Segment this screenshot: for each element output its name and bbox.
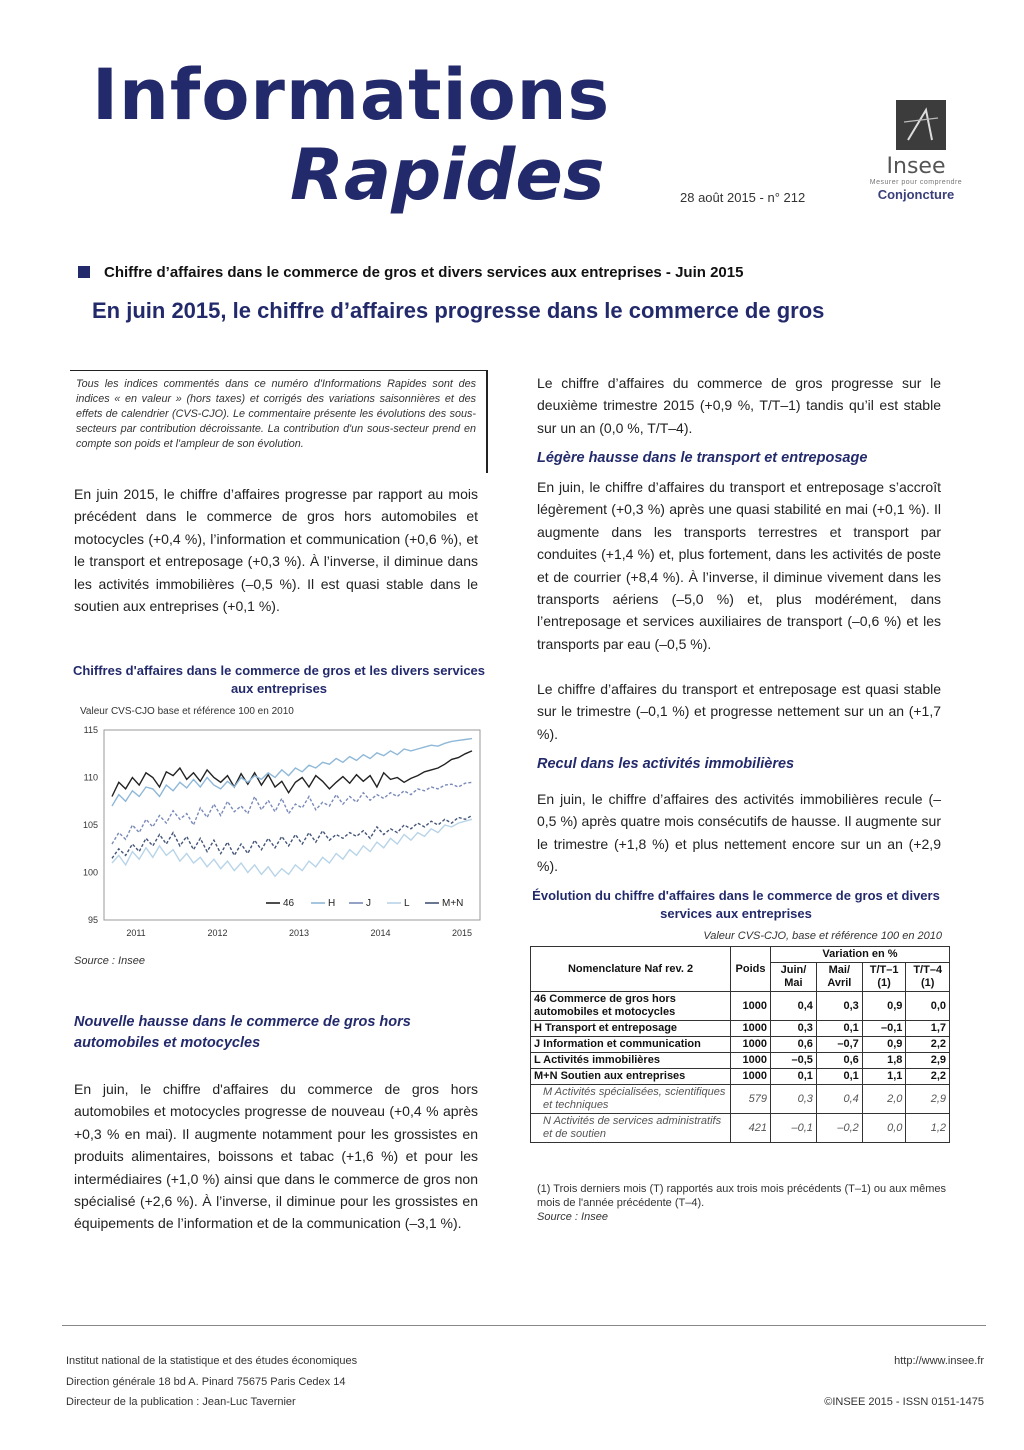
row-value: 0,6 [771, 1037, 817, 1053]
section-title-real-estate: Recul dans les activités immobilières [537, 756, 795, 772]
row-value: –0,7 [816, 1037, 862, 1053]
footer-director: Directeur de la publication : Jean-Luc Tavernier [66, 1396, 296, 1408]
col-header: Juin/ Mai [771, 963, 817, 992]
insee-logo [866, 100, 966, 220]
row-value: 0,9 [862, 992, 906, 1021]
row-label: M+N Soutien aux entreprises [531, 1069, 731, 1085]
x-tick-label: 2012 [207, 928, 228, 938]
row-value: 0,1 [771, 1069, 817, 1085]
row-poids: 579 [731, 1085, 771, 1114]
row-poids: 1000 [731, 1021, 771, 1037]
methodology-note: Tous les indices commentés dans ce numéro d'Informations Rapides sont des indices « en valeur » (hors taxes) et corrigés des variations saisonnières et des effets de calendrier (CVS-CJO). Le commentaire présente les évolutions des sous-secteurs par contribution décroissante. La contribution d'un sous-secteur prend en compte son poids et l'ampleur de son évolution. [70, 370, 488, 473]
turnover-table [530, 946, 950, 1143]
table-row [531, 1114, 950, 1143]
section-title-wholesale: Nouvelle hausse dans le commerce de gros hors automobiles et motocycles [74, 1014, 411, 1051]
logo-name: Insee [886, 154, 946, 179]
table-row [531, 1069, 950, 1085]
legend-label: H [328, 898, 336, 909]
row-poids: 1000 [731, 992, 771, 1021]
logo-tagline: Mesurer pour comprendre [869, 179, 963, 186]
footer-org: Institut national de la statistique et des études économiques [66, 1355, 358, 1367]
footer-address: Direction générale 18 bd A. Pinard 75675 Paris Cedex 14 [66, 1376, 346, 1388]
row-value: –0,2 [816, 1114, 862, 1143]
quarterly-paragraph: Le chiffre d’affaires du commerce de gros progresse sur le deuxième trimestre 2015 (+0,9 %, T/T–1) tandis qu’il est stable sur un an (0,0 %, T/T–4). [537, 375, 941, 436]
col-header: T/T–4 (1) [906, 963, 950, 992]
legend-label: 46 [283, 898, 295, 909]
legend-label: L [404, 898, 410, 909]
real-estate-paragraph: En juin, le chiffre d’affaires des activités immobilières recule (–0,5 %) après quatre mois consécutifs de hausse. Il augmente sur le trimestre (+1,8 %) et plus nettement encore sur un an (+2,9 %). [537, 791, 941, 875]
table-row [531, 1037, 950, 1053]
x-tick-label: 2015 [451, 928, 473, 938]
row-poids: 1000 [731, 1069, 771, 1085]
chart-title: Chiffres d'affaires dans le commerce de gros et les divers services aux entreprises [72, 663, 486, 696]
table-footnote: (1) Trois derniers mois (T) rapportés aux trois mois précédents (T–1) ou aux mêmes mois de l'année précédente (T–4). [537, 1183, 946, 1209]
plot-frame [104, 730, 480, 920]
table-row [531, 1053, 950, 1069]
legend-label: J [366, 898, 371, 909]
x-tick-label: 2013 [288, 928, 310, 938]
y-tick-label: 105 [82, 820, 98, 830]
footer-url[interactable]: http://www.insee.fr [894, 1355, 984, 1367]
subject-text: Chiffre d’affaires dans le commerce de gros et divers services aux entreprises - Juin 2015 [104, 264, 744, 281]
row-value: 2,2 [906, 1069, 950, 1085]
y-tick-label: 100 [82, 867, 98, 878]
row-value: 2,0 [862, 1085, 906, 1114]
row-value: 0,1 [816, 1069, 862, 1085]
row-value: 2,2 [906, 1037, 950, 1053]
chart-source: Source : Insee [74, 955, 145, 967]
col-header-variation: Variation en % [771, 947, 950, 963]
chart-unit: Valeur CVS-CJO base et référence 100 en 2010 [80, 706, 294, 717]
row-label: N Activités de services administratifs et de soutien [531, 1114, 731, 1143]
x-tick-label: 2014 [370, 928, 391, 938]
row-value: 1,7 [906, 1021, 950, 1037]
row-label: H Transport et entreposage [531, 1021, 731, 1037]
col-header-poids: Poids [731, 947, 771, 992]
row-poids: 1000 [731, 1037, 771, 1053]
row-value: 0,4 [771, 992, 817, 1021]
row-value: 0,4 [816, 1085, 862, 1114]
series-line-J [112, 782, 472, 844]
row-value: 0,3 [816, 992, 862, 1021]
footer-copyright: ©INSEE 2015 - ISSN 0151-1475 [824, 1396, 984, 1408]
row-label: L Activités immobilières [531, 1053, 731, 1069]
footer-divider [62, 1325, 986, 1326]
table-unit: Valeur CVS-CJO, base et référence 100 en 2010 [703, 930, 942, 942]
square-bullet-icon [78, 266, 90, 278]
row-value: 0,9 [862, 1037, 906, 1053]
section-title-transport: Légère hausse dans le transport et entreposage [537, 450, 868, 466]
row-value: –0,5 [771, 1053, 817, 1069]
row-value: 2,9 [906, 1053, 950, 1069]
table-source: Source : Insee [537, 1211, 608, 1223]
wholesale-paragraph: En juin, le chiffre d'affaires du commerce de gros hors automobiles et motocycles progresse de nouveau (+0,4 % après +0,3 % en mai). Il augmente notamment pour les grossistes en produits alimentaires, boissons et tabac (+1,6 %) et pour les intermédiaires (+1,0 %) ainsi que dans le commerce de gros non spécialisé (+2,6 %). À l’inverse, il diminue pour les grossistes en équipements de l’information et de la communication (–3,1 %). [74, 1081, 478, 1232]
row-value: –0,1 [771, 1114, 817, 1143]
row-poids: 421 [731, 1114, 771, 1143]
logo-series: Conjoncture [877, 187, 955, 202]
row-value: 0,3 [771, 1021, 817, 1037]
row-value: 1,1 [862, 1069, 906, 1085]
col-header-nomenclature: Nomenclature Naf rev. 2 [531, 947, 731, 992]
row-value: 0,1 [816, 1021, 862, 1037]
row-value: 0,0 [906, 992, 950, 1021]
line-chart [70, 720, 488, 950]
series-line-L [112, 819, 472, 876]
y-tick-label: 95 [87, 915, 98, 925]
issue-date: 28 août 2015 - n° 212 [680, 190, 806, 205]
row-value: 0,3 [771, 1085, 817, 1114]
intro-paragraph: En juin 2015, le chiffre d’affaires progresse par rapport au mois précédent dans le commerce de gros hors automobiles et motocycles (+0,4 %), l’information et communication (+0,6 %), et le transport et entreposage (+0,3 %). À l’inverse, il diminue dans les activités immobilières (–0,5 %). Il est quasi stable dans le soutien aux entreprises (+0,1 %). [74, 486, 478, 615]
transport-paragraph: En juin, le chiffre d’affaires du transport et entreposage s’accroît légèrement (+0,3 %) après une quasi stabilité en mai (+0,1 %). Il augmente dans les transports terrestres et transport par conduites (+1,4 %) et, plus fortement, dans les activités de poste et de courrier (+8,4 %). À l’inverse, il diminue vivement dans les transports aériens (–5,0 %) et, plus modérément, dans l’entreposage et services auxiliaires de transport (–0,6 %) et les transports par eau (–0,5 %). [537, 479, 941, 652]
row-label: M Activités spécialisées, scientifiques et techniques [531, 1085, 731, 1114]
row-poids: 1000 [731, 1053, 771, 1069]
x-tick-label: 2011 [126, 928, 146, 938]
row-value: 1,8 [862, 1053, 906, 1069]
col-header: Mai/ Avril [816, 963, 862, 992]
row-value: 0,6 [816, 1053, 862, 1069]
col-header: T/T–1 (1) [862, 963, 906, 992]
table-row [531, 1085, 950, 1114]
row-label: J Information et communication [531, 1037, 731, 1053]
transport-paragraph-2: Le chiffre d’affaires du transport et entreposage est quasi stable sur le trimestre (–0,1 %) et progresse nettement sur un an (+1,7 %). [537, 681, 941, 742]
row-value: 1,2 [906, 1114, 950, 1143]
table-row [531, 1021, 950, 1037]
y-tick-label: 110 [83, 772, 98, 783]
masthead-title: Informations [92, 54, 611, 136]
row-value: 0,0 [862, 1114, 906, 1143]
table-title: Évolution du chiffre d'affaires dans le commerce de gros et divers services aux entreprises [532, 888, 940, 921]
masthead-subtitle: Rapides [290, 134, 605, 216]
headline: En juin 2015, le chiffre d’affaires progresse dans le commerce de gros [92, 298, 825, 323]
y-tick-label: 115 [83, 725, 98, 735]
legend-label: M+N [442, 898, 464, 909]
row-value: 2,9 [906, 1085, 950, 1114]
table-note [537, 1182, 957, 1224]
insee-logo-icon [896, 100, 946, 150]
table-row [531, 992, 950, 1021]
row-value: –0,1 [862, 1021, 906, 1037]
subject-line [78, 264, 743, 281]
row-label: 46 Commerce de gros hors automobiles et motocycles [531, 992, 731, 1021]
